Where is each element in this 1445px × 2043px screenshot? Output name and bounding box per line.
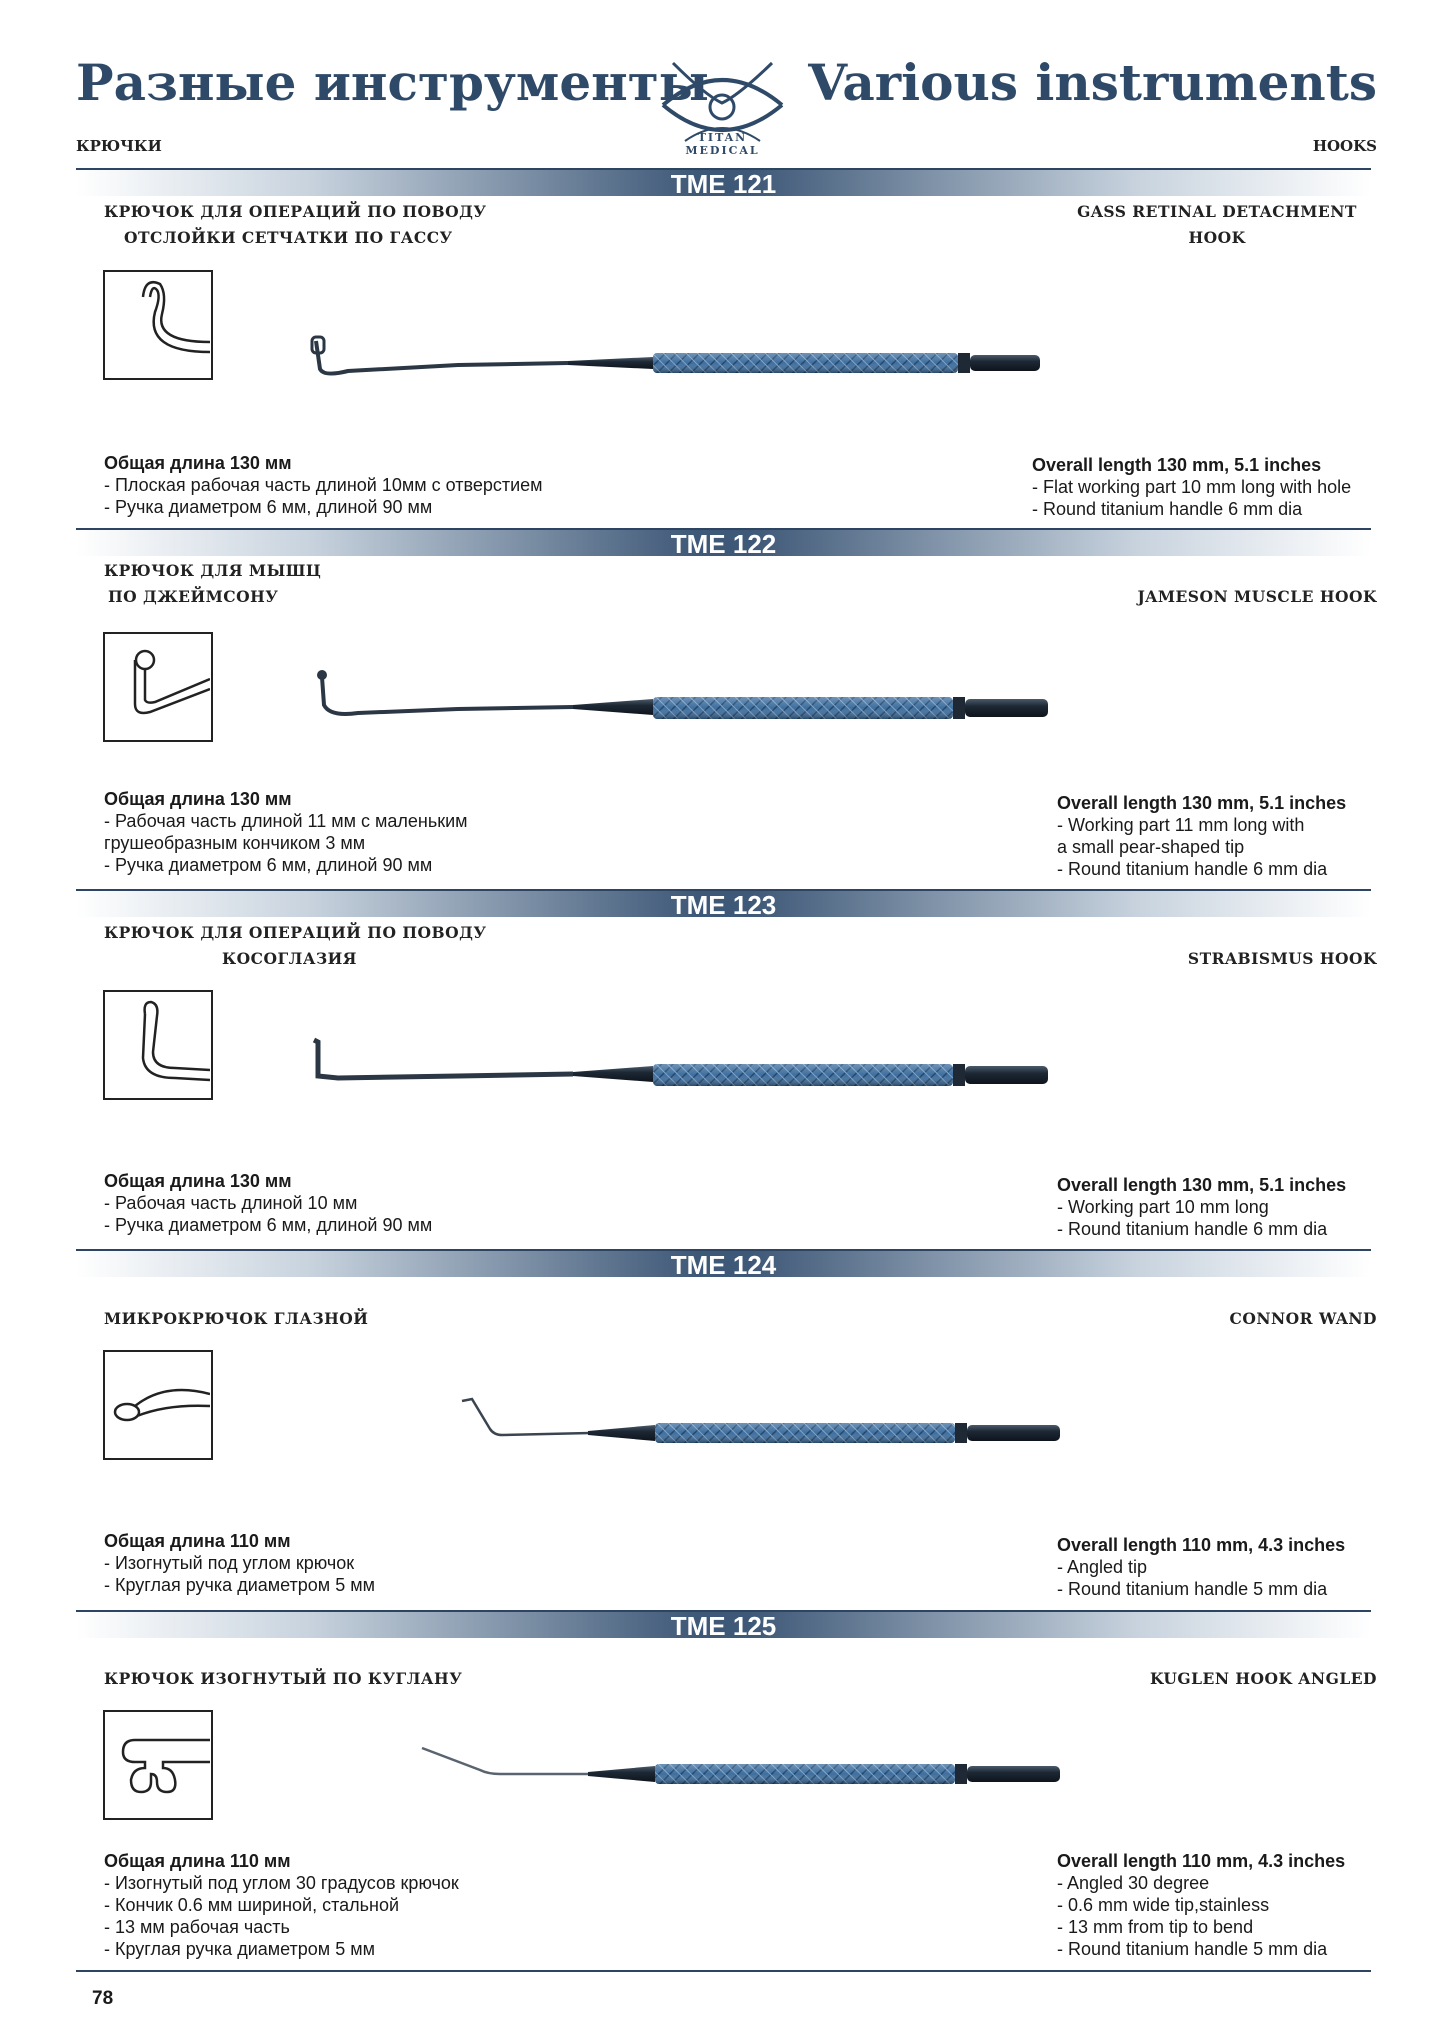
- section-band: [76, 1249, 1371, 1280]
- item-code: TME 125: [670, 1611, 777, 1641]
- item-code: TME 123: [670, 890, 777, 920]
- description-ru: Общая длина 130 мм - Рабочая часть длиной 10 мм - Ручка диаметром 6 мм, длиной 90 мм: [104, 1171, 433, 1235]
- item-name-en: GASS RETINAL DETACHMENT HOOK: [1077, 202, 1357, 247]
- description-en: Overall length 110 mm, 4.3 inches - Angled 30 degree - 0.6 mm wide tip,stainless - 13 mm from tip to bend - Round titanium handle 5 mm dia: [1057, 1851, 1346, 1959]
- instrument-photo: [420, 1740, 1220, 1820]
- subtitle-ru: КРЮЧКИ: [76, 137, 162, 155]
- item-code: TME 121: [670, 169, 777, 199]
- description-en: Overall length 130 mm, 5.1 inches - Flat working part 10 mm long with hole - Round titanium handle 6 mm dia: [1032, 455, 1352, 519]
- instrument-photo: [308, 1032, 1228, 1112]
- instrument-photo: [460, 1395, 1220, 1475]
- tip-diagram: [103, 1350, 213, 1460]
- description-en: Overall length 130 mm, 5.1 inches - Working part 11 mm long with a small pear-shaped tip - Round titanium handle 6 mm dia: [1057, 793, 1347, 879]
- description-en: Overall length 110 mm, 4.3 inches - Angled tip - Round titanium handle 5 mm dia: [1057, 1535, 1346, 1599]
- item-code: TME 124: [670, 1250, 777, 1280]
- section-band: [76, 889, 1371, 920]
- page-title-en: Various instruments: [808, 53, 1377, 112]
- description-ru: Общая длина 110 мм - Изогнутый под углом крючок - Круглая ручка диаметром 5 мм: [104, 1531, 375, 1595]
- item-name-en: KUGLEN HOOK ANGLED: [1149, 1669, 1377, 1688]
- hook-tip-diagram-icon: [105, 1712, 210, 1817]
- description-ru: Общая длина 110 мм - Изогнутый под углом 30 градусов крючок - Кончик 0.6 мм шириной, стальной - 13 мм рабочая часть - Круглая ручка диаметром 5 мм: [104, 1851, 459, 1959]
- tip-diagram: [103, 632, 213, 742]
- section-band: [76, 1610, 1371, 1641]
- section-band: [76, 528, 1371, 559]
- description-en: Overall length 130 mm, 5.1 inches - Working part 10 mm long - Round titanium handle 6 mm dia: [1057, 1175, 1347, 1239]
- tip-diagram: [103, 990, 213, 1100]
- item-name-ru: МИКРОКРЮЧОК ГЛАЗНОЙ: [104, 1309, 369, 1328]
- item-name-ru: КРЮЧОК ДЛЯ ОПЕРАЦИЙ ПО ПОВОДУ ОТСЛОЙКИ СЕТЧАТКИ ПО ГАССУ: [104, 202, 487, 247]
- page-number: 78: [92, 1988, 114, 2009]
- hook-tip-diagram-icon: [105, 634, 210, 739]
- instrument-photo: [308, 665, 1228, 745]
- description-ru: Общая длина 130 мм - Рабочая часть длиной 11 мм с маленьким грушеобразным кончиком 3 мм - Ручка диаметром 6 мм, длиной 90 мм: [104, 789, 468, 875]
- tip-diagram: [103, 270, 213, 380]
- item-name-ru: КРЮЧОК ИЗОГНУТЫЙ ПО КУГЛАНУ: [104, 1669, 463, 1688]
- hook-tip-diagram-icon: [105, 992, 210, 1097]
- bottom-rule: [76, 1970, 1371, 1972]
- logo-text-line1: TITAN: [697, 131, 748, 144]
- hook-tip-diagram-icon: [105, 1352, 210, 1457]
- item-name-en: JAMESON MUSCLE HOOK: [1137, 587, 1377, 606]
- item-name-en: STRABISMUS HOOK: [1187, 949, 1377, 968]
- subtitle-en: HOOKS: [1312, 137, 1377, 155]
- section-band: [76, 168, 1371, 199]
- description-ru: Общая длина 130 мм - Плоская рабочая часть длиной 10мм с отверстием - Ручка диаметром 6 мм, длиной 90 мм: [104, 453, 543, 517]
- instrument-photo: [308, 325, 1228, 405]
- page-title-ru: Разные инструменты: [76, 53, 709, 112]
- item-name-ru: КРЮЧОК ДЛЯ МЫШЦ ПО ДЖЕЙМСОНУ: [104, 561, 322, 606]
- item-code: TME 122: [670, 529, 777, 559]
- logo-text-line2: MEDICAL: [685, 144, 760, 157]
- item-name-ru: КРЮЧОК ДЛЯ ОПЕРАЦИЙ ПО ПОВОДУ КОСОГЛАЗИЯ: [104, 923, 487, 968]
- tip-diagram: [103, 1710, 213, 1820]
- hook-tip-diagram-icon: [105, 272, 210, 377]
- item-name-en: CONNOR WAND: [1229, 1309, 1377, 1328]
